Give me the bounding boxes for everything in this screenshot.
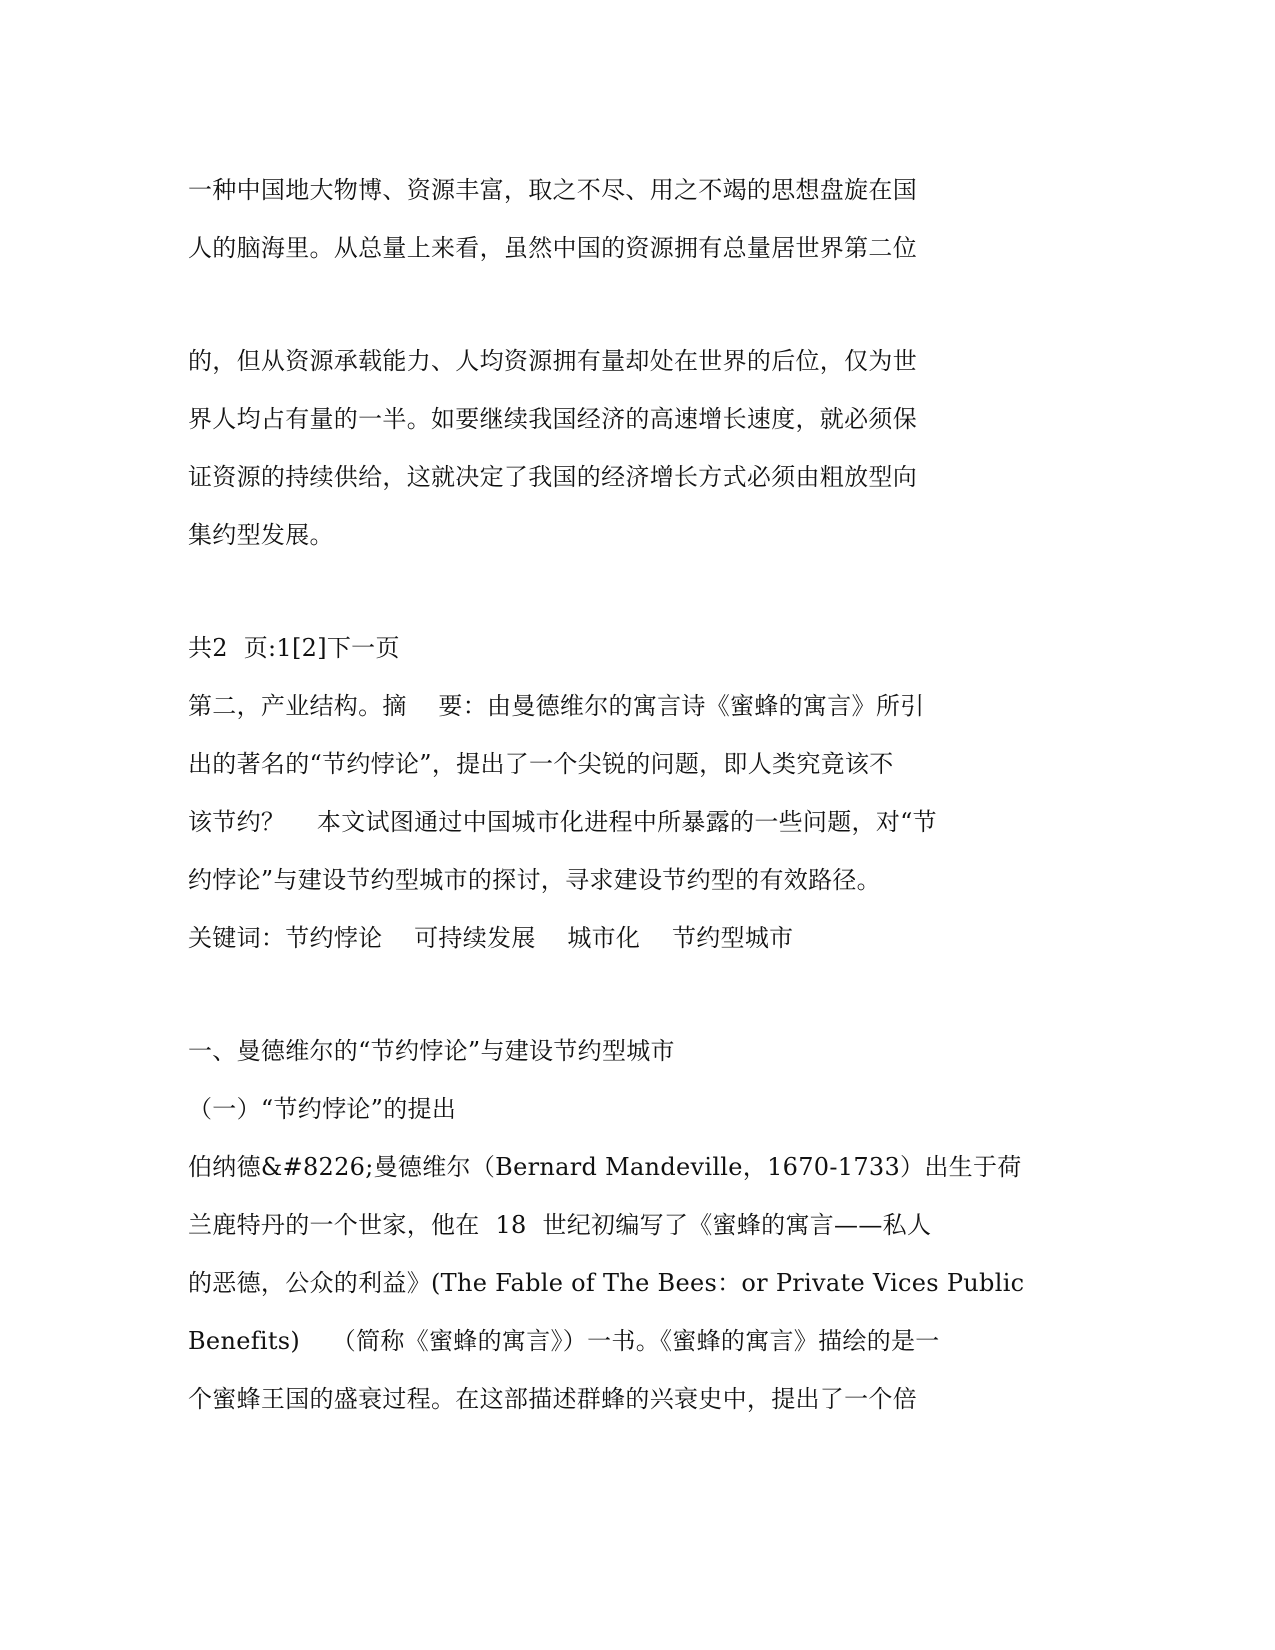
abstract-line-2: 出的著名的“节约悖论”，提出了一个尖锐的问题，即人类究竟该不 <box>188 750 894 778</box>
body-line-3: 的恶德，公众的利益》(The Fable of The Bees：or Private Vices Public <box>188 1269 1025 1297</box>
body-line-5: 个蜜蜂王国的盛衰过程。在这部描述群蜂的兴衰史中，提出了一个倍 <box>188 1385 917 1413</box>
abstract-line-4: 约悖论”与建设节约型城市的探讨，寻求建设节约型的有效路径。 <box>188 866 881 894</box>
pagination-text: 共2 页:1[2]下一页 <box>188 634 400 662</box>
intro-line-3: 的，但从资源承载能力、人均资源拥有量却处在世界的后位，仅为世 <box>188 347 917 375</box>
abstract-line-1: 第二，产业结构。摘 要：由曼德维尔的寓言诗《蜜蜂的寓言》所引 <box>188 692 925 720</box>
body-line-2: 兰鹿特丹的一个世家，他在 18 世纪初编写了《蜜蜂的寓言——私人 <box>188 1211 932 1239</box>
body-line-1: 伯纳德&#8226;曼德维尔（Bernard Mandeville，1670-1733）出生于荷 <box>188 1153 1022 1181</box>
abstract-line-3: 该节约？ 本文试图通过中国城市化进程中所暴露的一些问题，对“节 <box>188 808 937 836</box>
intro-line-6: 集约型发展。 <box>188 521 334 549</box>
section-title: 一、曼德维尔的“节约悖论”与建设节约型城市 <box>188 1037 675 1065</box>
intro-line-2: 人的脑海里。从总量上来看，虽然中国的资源拥有总量居世界第二位 <box>188 234 917 262</box>
keywords-line: 关键词：节约悖论 可持续发展 城市化 节约型城市 <box>188 924 794 952</box>
intro-line-4: 界人均占有量的一半。如要继续我国经济的高速增长速度，就必须保 <box>188 405 917 433</box>
intro-line-5: 证资源的持续供给，这就决定了我国的经济增长方式必须由粗放型向 <box>188 463 917 491</box>
subsection-title: （一）“节约悖论”的提出 <box>188 1095 457 1123</box>
body-line-4: Benefits) （简称《蜜蜂的寓言》）一书。《蜜蜂的寓言》描绘的是一 <box>188 1327 940 1355</box>
intro-line-1: 一种中国地大物博、资源丰富，取之不尽、用之不竭的思想盘旋在国 <box>188 176 917 204</box>
